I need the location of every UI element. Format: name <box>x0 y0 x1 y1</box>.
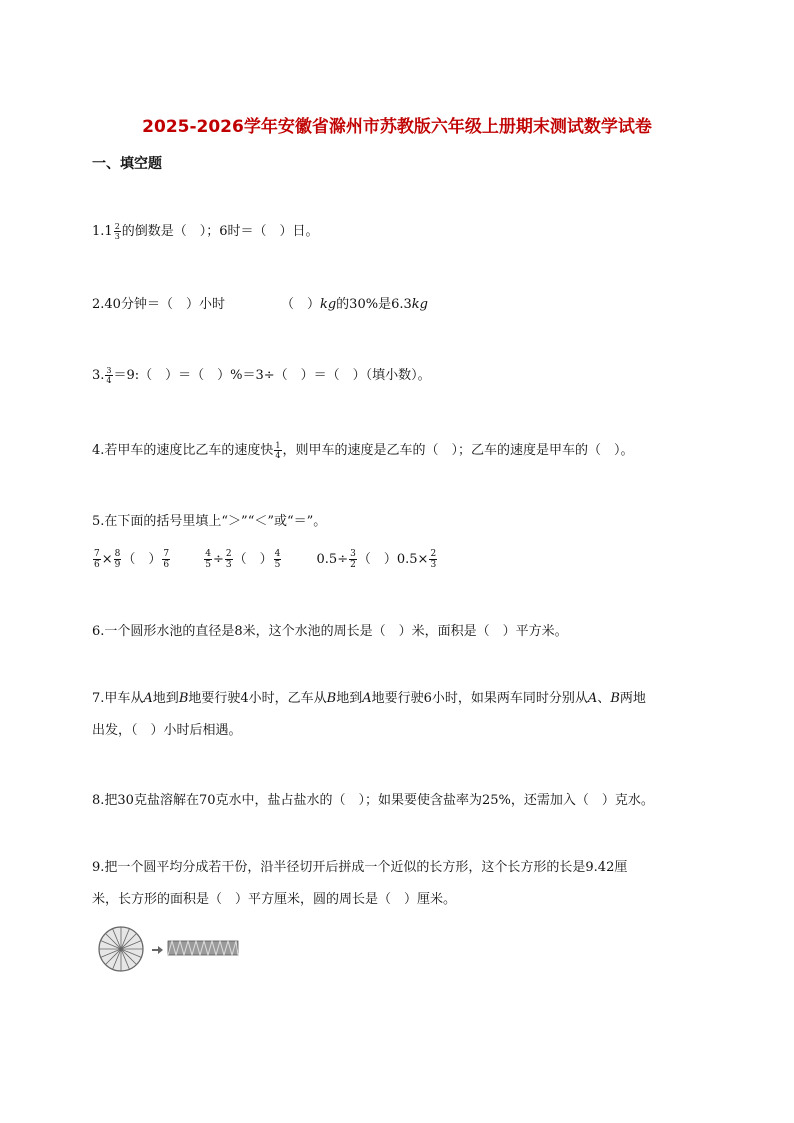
q7-point-b3: B <box>610 691 620 706</box>
q5-e3-b-num: 3 <box>350 549 356 559</box>
q5-e2-frac-a <box>204 549 212 570</box>
q5-e2-a-den: 5 <box>205 560 211 570</box>
document-title: 2025-2026学年安徽省滁州市苏教版六年级上册期末测试数学试卷 <box>142 117 652 137</box>
q7-line-2: 出发，（ ）小时后相遇。 <box>92 723 242 738</box>
q5-e1-blank: （ ） <box>122 552 162 567</box>
q7-text-a: 7.甲车从 <box>92 691 144 706</box>
sector-rectangle <box>168 941 238 955</box>
question-2 <box>92 295 428 315</box>
q8-text: 8.把30克盐溶解在70克水中，盐占盐水的（ ）；如果要使含盐率为25%，还需加入（ ）克水。 <box>92 793 654 808</box>
q3-fraction <box>105 366 112 385</box>
q5-e3-left: 0.5÷ <box>316 552 349 567</box>
question-7-line-1 <box>92 689 646 709</box>
q7-point-b2: B <box>326 691 337 706</box>
q7-point-a2: A <box>362 691 372 706</box>
q7-text-b: 地到 <box>152 691 179 706</box>
q1-frac-den: 3 <box>114 232 120 241</box>
q5-expression-3 <box>317 548 439 570</box>
q2-part1: 2.40分钟＝（ ）小时 <box>92 297 225 312</box>
q7-text-f: 、 <box>597 691 611 706</box>
q5-e2-b-den: 3 <box>225 560 232 570</box>
q4-frac-den: 4 <box>275 451 281 460</box>
q5-e3-c-num: 2 <box>430 549 437 559</box>
q3-frac-num: 3 <box>106 366 112 375</box>
q4-fraction <box>274 441 281 460</box>
q5-e2-frac-b <box>225 549 233 570</box>
q5-e2-frac-c <box>274 549 282 570</box>
q5-e3-frac-c <box>429 549 437 570</box>
q5-e3-c-den: 3 <box>430 560 437 570</box>
q7-text-c: 地要行驶4小时，乙车从 <box>188 691 327 706</box>
question-7-line-2 <box>92 721 242 741</box>
q5-e2-op: ÷ <box>213 552 224 567</box>
question-3 <box>92 366 431 386</box>
q5-e2-a-num: 4 <box>205 549 211 559</box>
q1-prefix: 1.1 <box>92 224 113 239</box>
question-6 <box>92 622 568 642</box>
arrow-icon <box>152 946 163 954</box>
q2-unit2: kg <box>411 297 428 312</box>
q5-e2-c-den: 5 <box>274 560 281 570</box>
q5-e1-b-num: 8 <box>114 549 121 559</box>
q7-point-a3: A <box>587 691 598 706</box>
q2-unit: kg <box>319 297 337 312</box>
section-heading: 一、填空题 <box>92 156 162 172</box>
q5-e1-op: × <box>101 552 113 567</box>
q5-e3-b-den: 2 <box>350 560 356 570</box>
q3-prefix: 3. <box>92 368 105 383</box>
q6-text: 6.一个圆形水池的直径是8米，这个水池的周长是（ ）米，面积是（ ）平方米。 <box>92 624 568 639</box>
q5-e3-frac-b <box>349 549 357 570</box>
question-9-line-1 <box>92 858 627 878</box>
question-4 <box>92 441 634 461</box>
q7-point-a: A <box>143 691 153 706</box>
q5-e2-blank: （ ） <box>233 552 273 567</box>
q4-frac-num: 1 <box>275 441 281 450</box>
q5-e1-b-den: 9 <box>114 560 121 570</box>
q5-e2-b-num: 2 <box>225 549 232 559</box>
q5-e3-blank: （ ） <box>357 552 397 567</box>
q4-text-a: 4.若甲车的速度比乙车的速度快 <box>92 443 274 458</box>
q5-e1-a-den: 6 <box>94 560 100 570</box>
q5-e1-frac-a <box>93 549 101 570</box>
question-5 <box>92 512 326 532</box>
q4-text-b: ，则甲车的速度是乙车的（ ）；乙车的速度是甲车的（ ）。 <box>282 443 634 458</box>
q5-expressions <box>92 548 438 570</box>
q2-part3: 的30%是6.3 <box>336 297 412 312</box>
circle-rectangle-diagram <box>98 926 248 974</box>
q5-e2-c-num: 4 <box>274 549 281 559</box>
q5-text: 5.在下面的括号里填上“＞”“＜”或“＝”。 <box>92 514 327 529</box>
q5-e1-frac-b <box>114 549 122 570</box>
q1-frac-num: 2 <box>114 222 120 231</box>
q7-point-b: B <box>178 691 189 706</box>
q5-e1-c-num: 7 <box>163 549 170 559</box>
q5-expression-2 <box>203 548 282 570</box>
q9-line-1: 9.把一个圆平均分成若干份，沿半径切开后拼成一个近似的长方形，这个长方形的长是9.42厘 <box>92 860 628 875</box>
q7-text-d: 地到 <box>336 691 363 706</box>
q5-e1-c-den: 6 <box>163 560 170 570</box>
q3-frac-den: 4 <box>106 376 112 385</box>
q2-part2: （ ） <box>280 297 320 312</box>
q7-text-e: 地要行驶6小时，如果两车同时分别从 <box>371 691 588 706</box>
q5-e1-frac-c <box>162 549 170 570</box>
q5-e1-a-num: 7 <box>94 549 100 559</box>
q5-e3-right: 0.5× <box>396 552 429 567</box>
question-1 <box>92 222 319 242</box>
q7-text-g: 两地 <box>619 691 646 706</box>
question-8 <box>92 791 654 811</box>
q1-fraction <box>114 222 121 241</box>
q3-text: ＝9:（ ）＝（ ）%＝3÷（ ）＝（ ）（填小数）。 <box>113 368 431 383</box>
q9-line-2: 米，长方形的面积是（ ）平方厘米，圆的周长是（ ）厘米。 <box>92 892 457 907</box>
q1-text: 的倒数是（ ）；6时＝（ ）日。 <box>121 224 319 239</box>
circle-to-rectangle-figure <box>98 926 248 978</box>
sectored-circle <box>99 927 143 971</box>
question-9-line-2 <box>92 890 456 910</box>
q5-expression-1 <box>92 548 171 570</box>
